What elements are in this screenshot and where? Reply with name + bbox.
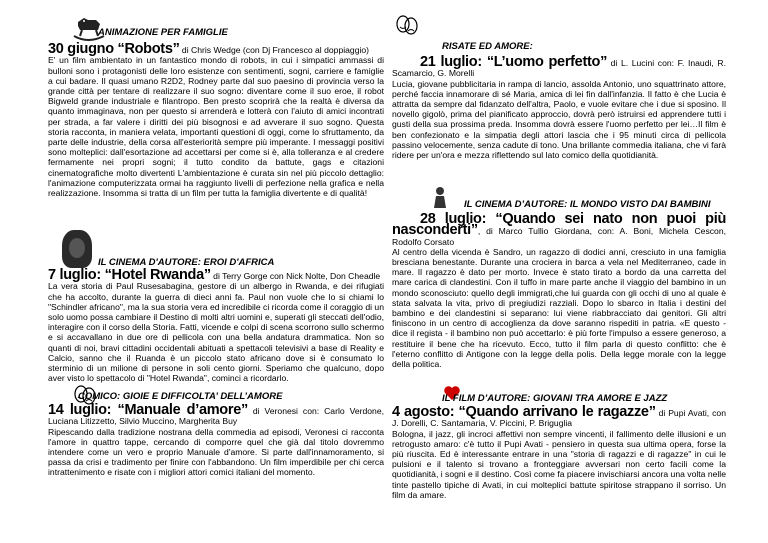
movie-description: Bologna, il jazz, gli incroci affettivi non sempre vincenti, il fallimento delle illusioni e un retrogusto amaro: c'è tutto il Pupi Avati - pensiero in questa sua ultima opera, forse la più riuscita. Ed è interessante entrare in una "storia di ragazzi e di ragazze" in cui le pulsioni e il talento si trovano a fronteggiare avversari non certo facili come la quotidianità, i sogni e il destino. Così come fa piacere invischiarsi ancora una volta nelle tinte pastello tipiche di Avati, in cui molteplici battute spiritose strappano il sorriso. Un film da amare. xyxy=(392,428,726,500)
movie-description: E' un film ambientato in un fantastico mondo di robots, in cui i simpatici ammassi di bulloni sono i protagonisti delle loro esistenze con sentimenti, sogni, carriere e famiglie a cui badare. Il quasi umano R2D2, Rodney parte dal suo paesino di provincia verso la grande città per tentare di realizzare il suo sogno: diventare come il suo eroe, il robot Bigweld grande industriale e filantropo. Ben presto scoprirà che la realtà è diversa da quanto immaginava, non per questo si arrenderà e lotterà con l'aiuto di amici incontrati per strada, a far valere i diritti dei più bisognosi e ad avverare il suo sogno. Questa storia racconta, in maniera velata, importanti questioni di oggi, come lo sfruttamento, da parte delle industrie, della corsa all'esteriorità sempre più imperante. I messaggi positivi sono molteplici: dall'esortazione ad accettarsi per come si è, alla tolleranza e al credere fermamente nei propri sogni; il tutto condito da battute, gags e citazioni cinematografiche molto divertenti L'ambientazione è curata sin nel più piccolo dettaglio: l'animazione computerizzata ormai ha raggiunto livelli di perfezione nella grafica e nella realizzazione. Insomma si tratta di un film per tutta la famiglia divertente e di qualità! xyxy=(48,55,384,199)
movie-credits: di Veronesi con: Carlo Verdone, Luciana Litizzetto, Silvio Muccino, Margherita Buy xyxy=(48,406,384,427)
movie-title: 28 luglio: “Quando sei nato non puoi più nasconderti” xyxy=(392,211,726,239)
theater-masks-icon xyxy=(396,14,418,36)
section-header: RISATE ED AMORE: xyxy=(442,41,533,52)
movie-description: Al centro della vicenda è Sandro, un ragazzo di dodici anni, cresciuto in una famiglia bresciana benestante. Durante una crociera in barca a vela nel Mediterraneo, cade in mare. Il ragazzo è dato per morto. Invece è stato tirato a bordo da una carretta del mare carica di clandestini. Con il tuffo in mare parte anche il viaggio del bambino in un mondo sconosciuto: quello degli immigrati,che lui guarda con gli occhi di uno al quale è stata salvata la vita, privo di pregiudizi razziali. Dopo lo sbarco in Italia i destini del bambino e dei clandestini si separano: lui viene riabbracciato dai genitori. Gli altri finiscono in un centro di accoglienza da dove saranno rispediti in patria. «E questo - dice il regista - il bambino non può accettarlo: è più forte l'impulso a essere generoso, a restituire il bene che ha ricevuto. Ecco, tutto il film parla di questo conflitto: che è l'eterno conflitto di Antigone con la legge della polis. Della legge morale con la legge della politica. xyxy=(392,246,726,370)
section-uomo-perfetto xyxy=(392,42,726,160)
movie-description: Ripescando dalla tradizione nostrana della commedia ad episodi, Veronesi ci racconta l'amore in quattro tappe, cercando di comporre quel che già dal titolo dovremmo intendere come un vero e proprio Manuale d'amore. Si parte dall'innamoramento, si passa da crisi e tradimento per finire con l'abbandono. Un film imperdibile per chi cerca intrattenimento e risate con i migliori attori comici italiani del momento. xyxy=(48,426,384,478)
movie-title: 7 luglio: “Hotel Rwanda” xyxy=(48,267,211,284)
movie-title: 4 agosto: “Quando arrivano le ragazze” xyxy=(392,404,656,421)
section-robots xyxy=(48,28,384,198)
section-header: COMICO: GIOIE E DIFFICOLTA’ DELL’AMORE xyxy=(78,391,283,402)
section-manuale-amore xyxy=(48,392,384,478)
section-quando-sei-nato xyxy=(392,200,726,369)
movie-description: La vera storia di Paul Rusesabagina, gestore di un albergo in Rwanda, e dei rifugiati che ha accolto, durante la guerra di dieci anni fa. Paul non vuole che lo si chiami lo "Schindler africano", ma la sua storia vera ed incredibile ci ricorda come il coraggio di un solo uomo possa cambiare il Destino di molti altri uomini e, superati gli steccati dell'odio, interagire con il corso della Storia. Fatti, vicende e colpi di scena scorrono sullo schermo e si accavallano in due ore di pellicola con una bella andatura drammatica. Non so quanti di noi, bravi cittadini occidentali abituati a spettacoli televisivi a base di Reality e Calcio, sanno che il Ruanda è un piccolo stato africano dove si è consumato lo sterminio di un milione di persone in soli cento giorni. Speriamo che qualcuno, dopo aver visto lo spettacolo di "Hotel Rwanda", cominci a ricordarlo. xyxy=(48,281,384,384)
section-header: IL CINEMA D’AUTORE: IL MONDO VISTO DAI BAMBINI xyxy=(464,199,711,210)
movie-title: 30 giugno “Robots” xyxy=(48,41,180,58)
section-quando-arrivano xyxy=(392,394,726,500)
section-hotel-rwanda xyxy=(48,258,384,383)
section-header: IL CINEMA D'AUTORE: EROI D'AFRICA xyxy=(98,257,275,268)
movie-description: Lucia, giovane pubblicitaria in rampa di lancio, assolda Antonio, uno squattrinato attore, perché faccia innamorare di sé Maria, amica di lei fin dall'infanzia. Il fatto è che Lucia è attratta da sempre dal fidanzato dell'altra, Paolo, e vuole evitare che i due si sposino. Il novello gigolò, prima del pianificato approccio, dovrà però istruirsi ed apprendere tutti i gusti della sua prossima preda. Insomma dovrà essere l'uomo perfetto per lei…Il film è ben confezionato e la simpatia degli attori lascia che i 95 minuti circa di pellicola passino velocemente, senza cadute di tono. Una brillante commedia italiana, che vi farà ridere per un'ora e mezza riflettendo sul lato comico della quotidianità. xyxy=(392,78,726,161)
section-header: ANIMAZIONE PER FAMIGLIE xyxy=(98,27,228,38)
movie-credits: , di Marco Tullio Giordana, con: A. Boni, Michela Cescon, Rodolfo Corsato xyxy=(392,226,726,247)
movie-credits: di Chris Wedge (con Dj Francesco al doppiaggio) xyxy=(179,45,370,56)
movie-credits: di L. Lucini con: F. Inaudi, R. Scamarcio, G. Morelli xyxy=(392,58,726,79)
movie-title: 14 luglio: “Manuale d’amore” xyxy=(48,402,248,419)
movie-credits: di Terry Gorge con Nick Nolte, Don Cheadle xyxy=(210,271,381,282)
movie-title: 21 luglio: “L’uomo perfetto” xyxy=(420,54,608,71)
movie-credits: di Pupi Avati, con J. Dorelli, C. Santamaria, V. Piccini, P. Briguglia xyxy=(392,408,726,429)
section-header: IL FILM D’AUTORE: GIOVANI TRA AMORE E JAZZ xyxy=(442,393,668,404)
